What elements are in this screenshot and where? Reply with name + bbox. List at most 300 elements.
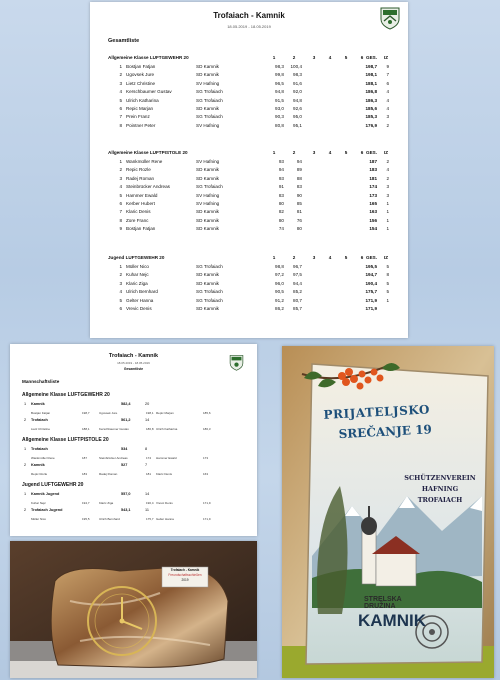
team-rank: 1 <box>24 447 27 451</box>
series2-score-cell: 76 <box>296 217 302 223</box>
column-header: IZ <box>384 255 389 260</box>
member-score: 186,8 <box>146 427 154 431</box>
column-header: 6 <box>360 55 364 60</box>
club-cell: SV Hafning <box>196 80 220 86</box>
member-score: 171,9 <box>203 501 211 505</box>
total-score-cell: 176,9 <box>365 122 377 128</box>
column-header: GES. <box>366 55 377 60</box>
total-score-cell: 171,9 <box>365 297 377 303</box>
result-row <box>108 297 398 305</box>
series2-score-cell: 90 <box>296 192 302 198</box>
result-row <box>108 208 398 216</box>
team-entry <box>22 507 248 529</box>
sheet-heading: Mannschaftsliste <box>22 379 60 384</box>
rank-cell: 3 <box>119 280 122 286</box>
result-row <box>108 88 398 96</box>
tile-club-line: HAFNING <box>421 485 459 493</box>
team-total: 561,2 <box>121 418 131 422</box>
plaque-line: Trofaiach - Kamnik <box>170 568 200 572</box>
shooter-name-cell: Kuhar Nejc <box>126 272 149 278</box>
inner-ten-cell: 3 <box>386 114 389 120</box>
member-score: 183 <box>82 472 88 476</box>
series1-score-cell: 93 <box>278 159 284 164</box>
club-cell: SD Kamnik <box>196 167 219 173</box>
inner-ten-cell: 5 <box>386 289 389 295</box>
team-rank: 2 <box>24 418 27 422</box>
inner-ten-cell: 1 <box>386 217 389 223</box>
inner-ten-cell: 4 <box>386 105 389 111</box>
tile-club-name <box>400 474 480 504</box>
total-score-cell: 186,3 <box>365 97 377 103</box>
tile-footer <box>358 596 454 631</box>
rank-cell: 4 <box>119 289 122 295</box>
rank-cell: 5 <box>119 97 122 103</box>
tile-title-line1: PRIJATELJSKO <box>323 402 431 422</box>
member-score: 198,7 <box>82 411 90 415</box>
shooter-name-cell: Kerber Hubert <box>126 200 155 206</box>
rank-cell: 4 <box>119 89 122 95</box>
column-header: 4 <box>328 55 332 60</box>
shooter-name-cell: Bostjan Fatjan <box>126 226 156 232</box>
member-score: 171,9 <box>203 517 211 521</box>
result-row <box>108 63 398 71</box>
result-row <box>108 225 398 233</box>
series2-score-cell: 95,0 <box>293 114 302 120</box>
result-row <box>108 192 398 200</box>
series2-score-cell: 97,5 <box>293 272 302 278</box>
rank-cell: 6 <box>119 305 122 311</box>
tile-footer-line: DRUŽINA <box>364 603 396 610</box>
tile-title-line2: SREČANJE 19 <box>338 422 433 442</box>
column-header: IZ <box>384 150 389 155</box>
club-cell: SD Kamnik <box>196 226 219 232</box>
total-score-cell: 163 <box>369 209 377 215</box>
sheet-date: 18.05.2019 - 18.05.2019 <box>227 24 271 29</box>
club-cell: SG Trofaiach <box>196 297 223 303</box>
plaque-line: Freundschaftsschießen <box>168 573 202 577</box>
result-row <box>108 122 398 130</box>
inner-ten-cell: 3 <box>386 192 389 198</box>
club-cell: SD Kamnik <box>196 72 219 78</box>
result-row <box>108 97 398 105</box>
club-cell: SD Kamnik <box>196 272 219 278</box>
rank-cell: 5 <box>119 297 122 303</box>
total-score-cell: 156 <box>369 217 377 223</box>
total-score-cell: 190,4 <box>365 280 377 286</box>
shooter-name-cell: Repic Marjan <box>126 105 154 111</box>
member-name: Ugovsek Jure <box>99 411 118 415</box>
member-score: 194,7 <box>82 501 90 505</box>
rank-cell: 7 <box>119 114 122 120</box>
series1-score-cell: 74 <box>278 226 284 232</box>
series1-score-cell: 86,2 <box>275 305 284 311</box>
team-name: Trofaiach Jugend <box>31 508 63 512</box>
results-section <box>108 149 398 234</box>
shooter-name-cell: Radej Roman <box>126 175 155 181</box>
series1-score-cell: 91 <box>278 184 284 190</box>
team-total: 557,0 <box>121 492 131 496</box>
inner-ten-cell: 7 <box>386 72 389 78</box>
team-inner-ten: 8 <box>145 447 148 451</box>
column-header: 1 <box>272 255 276 260</box>
total-score-cell: 194,7 <box>365 272 377 278</box>
inner-ten-cell: 1 <box>386 200 389 206</box>
club-cell: SG Trofaiach <box>196 264 223 269</box>
shooter-name-cell: Müller Nico <box>126 264 149 269</box>
column-header: 2 <box>292 255 296 260</box>
column-header: 2 <box>292 150 296 155</box>
section-title: Allgemeine Klasse LUFTPISTOLE 20 <box>22 437 109 443</box>
result-row <box>108 200 398 208</box>
team-inner-ten: 14 <box>145 418 150 422</box>
member-score: 187 <box>82 456 88 460</box>
club-cell: SV Hafning <box>196 122 220 128</box>
rank-cell: 6 <box>119 200 122 206</box>
total-score-cell: 198,7 <box>365 64 377 69</box>
series1-score-cell: 96,5 <box>275 80 284 86</box>
column-header: 4 <box>328 150 332 155</box>
inner-ten-cell: 1 <box>386 209 389 215</box>
total-score-cell: 185,3 <box>365 114 377 120</box>
inner-ten-cell: 4 <box>386 97 389 103</box>
inner-ten-cell: 5 <box>386 264 389 269</box>
inner-ten-cell: 2 <box>386 122 389 128</box>
team-entry <box>22 462 248 484</box>
section-header-row <box>108 54 398 63</box>
club-cell: SG Trofaiach <box>196 289 223 295</box>
team-rank: 1 <box>24 492 27 496</box>
club-cell: SG Trofaiach <box>196 97 223 103</box>
series2-score-cell: 80,7 <box>293 297 302 303</box>
rank-cell: 7 <box>119 209 122 215</box>
result-row <box>108 217 398 225</box>
shooter-name-cell: Repic Rozle <box>126 167 151 173</box>
total-score-cell: 175,7 <box>365 289 377 295</box>
series1-score-cell: 93 <box>278 175 284 181</box>
inner-ten-cell: 4 <box>386 167 389 173</box>
tile-footer-line: STRELSKA <box>364 596 402 603</box>
series2-score-cell: 85,2 <box>293 289 302 295</box>
rank-cell: 1 <box>119 264 122 269</box>
team-total: 582,4 <box>121 402 131 406</box>
member-score: 186,3 <box>203 427 211 431</box>
shooter-name-cell: Wankmüller Rene <box>126 159 163 164</box>
club-cell: SD Kamnik <box>196 105 219 111</box>
column-header: 6 <box>360 150 364 155</box>
member-name: Steinbrücker Andreas <box>99 456 128 460</box>
shooter-name-cell: Lietz Christine <box>126 80 156 86</box>
rank-cell: 8 <box>119 122 122 128</box>
inner-ten-cell: 9 <box>386 64 389 69</box>
series1-score-cell: 91,5 <box>275 97 284 103</box>
result-row <box>108 183 398 191</box>
team-inner-ten: 7 <box>145 463 148 467</box>
column-header: 6 <box>360 255 364 260</box>
section-title: Allgemeine Klasse LUFTGEWEHR 20 <box>22 392 110 398</box>
result-row <box>108 166 398 174</box>
member-name: Gelter Hanna <box>156 517 174 521</box>
team-name: Kamnik <box>31 402 45 406</box>
column-header: 3 <box>312 150 316 155</box>
club-cell: SV Hafning <box>196 192 220 198</box>
inner-ten-cell: 2 <box>386 159 389 164</box>
plaque-line: 2019 <box>181 578 189 582</box>
series2-score-cell: 88 <box>296 175 302 181</box>
shooter-name-cell: Gelter Hanna <box>126 297 154 303</box>
team-total: 527 <box>121 463 128 467</box>
series1-score-cell: 80 <box>278 217 284 223</box>
member-name: Klaric Denis <box>156 472 173 476</box>
team-inner-ten: 20 <box>145 402 150 406</box>
inner-ten-cell: 1 <box>386 226 389 232</box>
club-cell: SD Kamnik <box>196 280 219 286</box>
team-name: Trofaiach <box>31 447 48 451</box>
series1-score-cell: 93,0 <box>275 105 284 111</box>
series2-score-cell: 81 <box>296 209 302 215</box>
column-header: 1 <box>272 150 276 155</box>
result-row <box>108 288 398 296</box>
rank-cell: 1 <box>119 64 122 69</box>
member-score: 174 <box>146 456 152 460</box>
series2-score-cell: 94,8 <box>293 97 302 103</box>
team-results-sheet <box>10 344 257 536</box>
result-row <box>108 280 398 288</box>
member-score: 190,4 <box>146 501 154 505</box>
total-score-cell: 187 <box>369 159 377 164</box>
rank-cell: 2 <box>119 167 122 173</box>
club-crest-icon <box>228 354 245 371</box>
club-cell: SG Trofaiach <box>196 114 223 120</box>
team-inner-ten: 14 <box>145 492 150 496</box>
painted-tile-photo <box>282 346 494 678</box>
column-header: 3 <box>312 55 316 60</box>
tile-club-line: TROFAIACH <box>417 496 463 504</box>
member-name: Müller Nico <box>31 517 47 521</box>
series1-score-cell: 98,3 <box>275 64 284 69</box>
shooter-name-cell: Vrevic Denis <box>126 305 152 311</box>
inner-ten-cell: 5 <box>386 280 389 286</box>
series2-score-cell: 94,4 <box>293 280 302 286</box>
inner-ten-cell: 6 <box>386 80 389 86</box>
rank-cell: 9 <box>119 226 122 232</box>
club-crest-icon <box>378 6 402 30</box>
club-cell: SV Hafning <box>196 159 220 164</box>
member-name: Ulrich Katharina <box>156 427 178 431</box>
series2-score-cell: 85,7 <box>293 305 302 311</box>
result-row <box>108 263 398 271</box>
club-cell: SG Trofaiach <box>196 89 223 95</box>
member-name: Repic Rozle <box>31 472 48 476</box>
rank-cell: 4 <box>119 184 122 190</box>
sheet-date: 18.05.2019 - 18.05.2019 <box>117 361 150 365</box>
series2-score-cell: 98,3 <box>293 72 302 78</box>
inner-ten-cell: 8 <box>386 272 389 278</box>
member-score: 181 <box>146 472 152 476</box>
member-score: 195,5 <box>82 517 90 521</box>
series2-score-cell: 94 <box>296 159 302 164</box>
shooter-name-cell: Zore Franc <box>126 217 149 223</box>
column-header: 5 <box>344 255 348 260</box>
series1-score-cell: 83 <box>278 192 284 198</box>
member-score: 175,7 <box>146 517 154 521</box>
shooter-name-cell: Klaric Denis <box>126 209 151 215</box>
inner-ten-cell: 2 <box>386 175 389 181</box>
series1-score-cell: 96,0 <box>275 280 284 286</box>
club-cell: SD Kamnik <box>196 217 219 223</box>
overall-results-sheet <box>90 2 408 338</box>
column-header: IZ <box>384 55 389 60</box>
series2-score-cell: 100,4 <box>290 64 302 69</box>
column-header: 5 <box>344 55 348 60</box>
shooter-name-cell: Pointner Peter <box>126 122 156 128</box>
series1-score-cell: 80,8 <box>275 122 284 128</box>
clock-trophy-illustration <box>10 541 257 678</box>
total-score-cell: 165 <box>369 200 377 206</box>
shooter-name-cell: Kerschbaumer Gustav <box>126 89 172 95</box>
series1-score-cell: 94 <box>278 167 284 173</box>
member-name: Lietz Christine <box>31 427 51 431</box>
shooter-name-cell: Hammer Ewald <box>126 192 158 198</box>
series2-score-cell: 89 <box>296 167 302 173</box>
series2-score-cell: 85 <box>296 200 302 206</box>
member-name: Kuhar Nejc <box>31 501 46 505</box>
trophy-plaque <box>163 568 207 586</box>
result-row <box>108 175 398 183</box>
series1-score-cell: 99,8 <box>275 72 284 78</box>
column-header: 2 <box>292 55 296 60</box>
shooter-name-cell: Ulrich Bernhard <box>126 289 158 295</box>
member-name: Vrevic Denis <box>156 501 173 505</box>
sheet-title: Trofaiach - Kamnik <box>213 11 285 20</box>
member-name: Kerschbaumer Gustav <box>99 427 129 431</box>
result-row <box>108 271 398 279</box>
inner-ten-cell: 3 <box>386 184 389 190</box>
team-name: Kamnik Jugend <box>31 492 60 496</box>
series2-score-cell: 96,7 <box>293 264 302 269</box>
series1-score-cell: 98,8 <box>275 264 284 269</box>
series1-score-cell: 80 <box>278 200 284 206</box>
total-score-cell: 154 <box>369 226 377 232</box>
tile-club-line: SCHÜTZENVEREIN <box>404 474 476 482</box>
member-name: Radej Roman <box>99 472 118 476</box>
rank-cell: 2 <box>119 72 122 78</box>
total-score-cell: 181 <box>369 175 377 181</box>
series1-score-cell: 82 <box>278 209 284 215</box>
member-score: 163 <box>203 472 209 476</box>
inner-ten-cell: 4 <box>386 89 389 95</box>
member-name: Klaric Ziga <box>99 501 114 505</box>
rank-cell: 3 <box>119 175 122 181</box>
team-total: 543,1 <box>121 508 131 512</box>
shooter-name-cell: Steinbrücker Andreas <box>126 184 170 190</box>
team-name: Kamnik <box>31 463 45 467</box>
result-row <box>108 305 398 313</box>
column-header: GES. <box>366 255 377 260</box>
section-header-row <box>108 149 398 158</box>
sheet-subtitle: Gesamtliste <box>123 367 144 371</box>
result-row <box>108 113 398 121</box>
club-cell: SD Kamnik <box>196 175 219 181</box>
sheet-heading: Gesamtliste <box>108 38 140 44</box>
shooter-name-cell: Ugovsek Jure <box>126 72 155 78</box>
club-cell: SD Kamnik <box>196 305 219 311</box>
shooter-name-cell: Bostjan Fatjan <box>126 64 156 69</box>
column-header: GES. <box>366 150 377 155</box>
total-score-cell: 171,9 <box>365 305 377 311</box>
member-name: Repic Marjan <box>156 411 174 415</box>
total-score-cell: 185,6 <box>365 105 377 111</box>
member-score: 185,6 <box>203 411 211 415</box>
club-cell: SG Trofaiach <box>196 184 223 190</box>
series1-score-cell: 97,2 <box>275 272 284 278</box>
tile-footer-brand: KAMNIK <box>358 611 426 630</box>
club-cell: SD Kamnik <box>196 209 219 215</box>
series2-score-cell: 80 <box>296 226 302 232</box>
member-name: Bostjan Fatjan <box>31 411 51 415</box>
section-title: Allgemeine Klasse LUFTGEWEHR 20 <box>108 55 189 60</box>
rank-cell: 3 <box>119 80 122 86</box>
results-section <box>108 54 398 130</box>
result-row <box>108 71 398 79</box>
rank-cell: 6 <box>119 105 122 111</box>
team-total: 534 <box>121 447 128 451</box>
total-score-cell: 195,5 <box>365 264 377 269</box>
results-section <box>108 254 398 313</box>
shooter-name-cell: Prein Franz <box>126 114 150 120</box>
clock-trophy-photo <box>10 541 257 678</box>
column-header: 4 <box>328 255 332 260</box>
total-score-cell: 186,8 <box>365 89 377 95</box>
sheet-title: Trofaiach - Kamnik <box>108 353 159 359</box>
member-score: 188,1 <box>82 427 90 431</box>
member-name: Ulrich Bernhard <box>99 517 120 521</box>
shooter-name-cell: Klaric Ziga <box>126 280 148 286</box>
series2-score-cell: 91,6 <box>293 80 302 86</box>
section-title: Jugend LUFTGEWEHR 20 <box>22 482 84 488</box>
section-header-row <box>108 254 398 263</box>
total-score-cell: 183 <box>369 167 377 173</box>
result-row <box>108 105 398 113</box>
series1-score-cell: 94,8 <box>275 89 284 95</box>
club-cell: SV Hafning <box>196 200 220 206</box>
member-score: 198,1 <box>146 411 154 415</box>
member-name: Wankmüller Rene <box>31 456 55 460</box>
team-inner-ten: 11 <box>145 508 149 512</box>
series1-score-cell: 91,2 <box>275 297 284 303</box>
total-score-cell: 173 <box>369 192 377 198</box>
club-cell: SD Kamnik <box>196 64 219 69</box>
rank-cell: 5 <box>119 192 122 198</box>
section-title: Jugend LUFTGEWEHR 20 <box>108 255 165 260</box>
member-name: Hammer Ewald <box>156 456 177 460</box>
team-name: Trofaiach <box>31 418 48 422</box>
rank-cell: 2 <box>119 272 122 278</box>
column-header: 1 <box>272 55 276 60</box>
total-score-cell: 188,1 <box>365 80 377 86</box>
series1-score-cell: 90,5 <box>275 289 284 295</box>
result-row <box>108 158 398 166</box>
team-entry <box>22 417 248 439</box>
total-score-cell: 174 <box>369 184 377 190</box>
rank-cell: 8 <box>119 217 122 223</box>
series2-score-cell: 83 <box>296 184 302 190</box>
team-rank: 2 <box>24 508 27 512</box>
inner-ten-cell: 1 <box>386 297 389 303</box>
column-header: 3 <box>312 255 316 260</box>
member-score: 173 <box>203 456 209 460</box>
series2-score-cell: 92,6 <box>293 105 302 111</box>
team-rank: 1 <box>24 402 27 406</box>
